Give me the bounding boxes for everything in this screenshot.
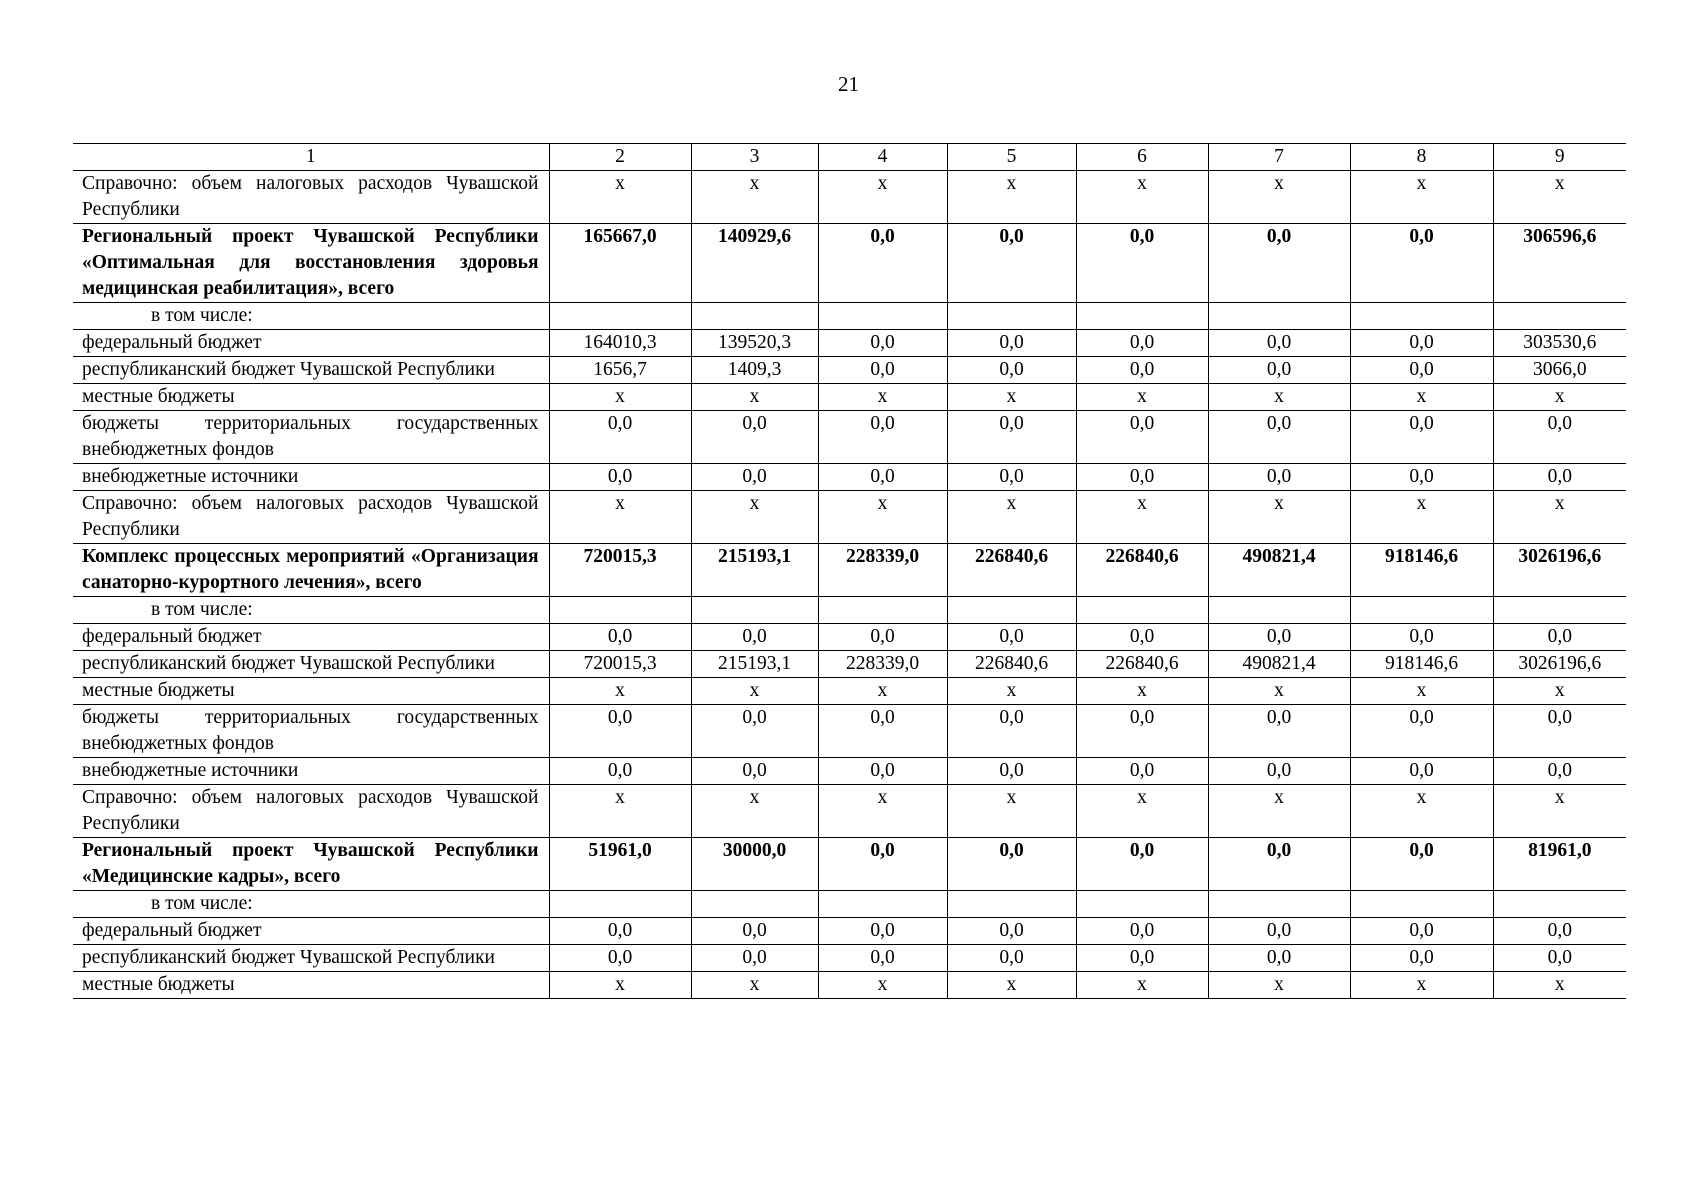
value-cell: х [1493, 384, 1626, 411]
table-row [73, 357, 1626, 384]
table-row [73, 678, 1626, 705]
value-cell: 0,0 [1076, 330, 1208, 357]
value-cell: 0,0 [1076, 945, 1208, 972]
value-cell: 0,0 [1208, 624, 1350, 651]
value-cell: 0,0 [818, 224, 947, 303]
table-row [73, 224, 1626, 303]
row-label: федеральный бюджет [73, 918, 549, 945]
value-cell: х [691, 171, 818, 224]
value-cell [1076, 303, 1208, 330]
value-cell: 1656,7 [549, 357, 691, 384]
row-label: местные бюджеты [73, 972, 549, 999]
row-label: Региональный проект Чувашской Республики «Оптимальная для восстановления здоровья медицинская реабилитация», всего [73, 224, 549, 303]
value-cell: х [1208, 678, 1350, 705]
value-cell: 0,0 [1493, 945, 1626, 972]
header-cell: 9 [1493, 144, 1626, 171]
row-label: бюджеты территориальных государственных внебюджетных фондов [73, 705, 549, 758]
value-cell: х [818, 972, 947, 999]
value-cell: 720015,3 [549, 544, 691, 597]
value-cell: 0,0 [1350, 411, 1493, 464]
value-cell: 0,0 [691, 705, 818, 758]
value-cell: 0,0 [691, 624, 818, 651]
value-cell: 0,0 [1076, 464, 1208, 491]
row-label: Региональный проект Чувашской Республики «Медицинские кадры», всего [73, 838, 549, 891]
row-label: бюджеты территориальных государственных внебюджетных фондов [73, 411, 549, 464]
value-cell [549, 597, 691, 624]
value-cell: х [1350, 491, 1493, 544]
value-cell [1493, 303, 1626, 330]
value-cell: 0,0 [818, 411, 947, 464]
row-label: внебюджетные источники [73, 758, 549, 785]
value-cell: 0,0 [1208, 758, 1350, 785]
value-cell: 0,0 [549, 411, 691, 464]
column-number-row [73, 144, 1626, 171]
value-cell: х [818, 678, 947, 705]
value-cell: х [691, 972, 818, 999]
table-row [73, 171, 1626, 224]
value-cell: 228339,0 [818, 651, 947, 678]
value-cell: 918146,6 [1350, 651, 1493, 678]
value-cell [1350, 303, 1493, 330]
value-cell: х [1493, 171, 1626, 224]
value-cell [947, 597, 1076, 624]
value-cell: 0,0 [1493, 464, 1626, 491]
value-cell: х [818, 384, 947, 411]
row-label: в том числе: [73, 303, 549, 330]
value-cell: х [691, 384, 818, 411]
table-row [73, 597, 1626, 624]
value-cell: 0,0 [947, 330, 1076, 357]
value-cell: 0,0 [691, 411, 818, 464]
value-cell: 0,0 [549, 705, 691, 758]
value-cell: 0,0 [691, 918, 818, 945]
value-cell: х [549, 491, 691, 544]
row-label: федеральный бюджет [73, 624, 549, 651]
value-cell: 0,0 [818, 357, 947, 384]
value-cell [691, 891, 818, 918]
header-cell: 2 [549, 144, 691, 171]
value-cell: 0,0 [818, 330, 947, 357]
value-cell: 164010,3 [549, 330, 691, 357]
value-cell: 0,0 [691, 758, 818, 785]
value-cell: х [1350, 678, 1493, 705]
value-cell: 0,0 [818, 918, 947, 945]
value-cell: х [947, 171, 1076, 224]
value-cell [947, 891, 1076, 918]
value-cell: х [1076, 785, 1208, 838]
value-cell [1350, 891, 1493, 918]
value-cell: 215193,1 [691, 544, 818, 597]
value-cell: 140929,6 [691, 224, 818, 303]
row-label: федеральный бюджет [73, 330, 549, 357]
row-label: республиканский бюджет Чувашской Республики [73, 945, 549, 972]
table-row [73, 785, 1626, 838]
value-cell: 0,0 [549, 945, 691, 972]
value-cell [1208, 597, 1350, 624]
value-cell [1208, 303, 1350, 330]
value-cell: 226840,6 [1076, 651, 1208, 678]
value-cell: 0,0 [1350, 705, 1493, 758]
value-cell: 0,0 [1493, 411, 1626, 464]
table-row [73, 945, 1626, 972]
header-cell: 6 [1076, 144, 1208, 171]
value-cell: х [818, 785, 947, 838]
value-cell: х [818, 491, 947, 544]
value-cell: 0,0 [1076, 758, 1208, 785]
table-row [73, 651, 1626, 678]
value-cell [947, 303, 1076, 330]
value-cell: 3066,0 [1493, 357, 1626, 384]
value-cell: 0,0 [1076, 224, 1208, 303]
value-cell [818, 891, 947, 918]
value-cell: х [1076, 491, 1208, 544]
value-cell [818, 303, 947, 330]
value-cell: 81961,0 [1493, 838, 1626, 891]
value-cell: 0,0 [1350, 330, 1493, 357]
value-cell: 0,0 [1208, 411, 1350, 464]
value-cell: х [1350, 972, 1493, 999]
row-label: местные бюджеты [73, 384, 549, 411]
value-cell [1076, 597, 1208, 624]
table-row [73, 624, 1626, 651]
value-cell [1076, 891, 1208, 918]
table-row [73, 491, 1626, 544]
row-label: Комплекс процессных мероприятий «Организация санаторно-курортного лечения», всего [73, 544, 549, 597]
value-cell: 226840,6 [947, 651, 1076, 678]
row-label: внебюджетные источники [73, 464, 549, 491]
value-cell: 0,0 [1076, 705, 1208, 758]
value-cell: 918146,6 [1350, 544, 1493, 597]
table-body [73, 144, 1626, 999]
value-cell: х [549, 384, 691, 411]
value-cell: 0,0 [1208, 945, 1350, 972]
table-row [73, 464, 1626, 491]
table-row [73, 384, 1626, 411]
value-cell: 0,0 [1076, 838, 1208, 891]
value-cell: 215193,1 [691, 651, 818, 678]
value-cell: 0,0 [1350, 224, 1493, 303]
value-cell: 226840,6 [1076, 544, 1208, 597]
value-cell: 306596,6 [1493, 224, 1626, 303]
value-cell: 0,0 [1350, 918, 1493, 945]
value-cell: 0,0 [1350, 464, 1493, 491]
value-cell: 0,0 [1350, 357, 1493, 384]
budget-table [73, 143, 1626, 999]
header-cell: 7 [1208, 144, 1350, 171]
header-cell: 1 [73, 144, 549, 171]
value-cell: 0,0 [1076, 357, 1208, 384]
row-label: в том числе: [73, 891, 549, 918]
value-cell: 0,0 [1208, 705, 1350, 758]
value-cell [691, 597, 818, 624]
value-cell: 0,0 [1208, 918, 1350, 945]
value-cell: 0,0 [1493, 758, 1626, 785]
value-cell: 0,0 [549, 464, 691, 491]
value-cell: х [947, 972, 1076, 999]
value-cell: х [1076, 678, 1208, 705]
value-cell: 0,0 [1208, 838, 1350, 891]
value-cell: 0,0 [818, 705, 947, 758]
value-cell: 226840,6 [947, 544, 1076, 597]
page-number: 21 [838, 72, 859, 96]
value-cell: 0,0 [1208, 357, 1350, 384]
value-cell: х [1208, 491, 1350, 544]
value-cell: 51961,0 [549, 838, 691, 891]
header-cell: 5 [947, 144, 1076, 171]
row-label: Справочно: объем налоговых расходов Чувашской Республики [73, 171, 549, 224]
value-cell: 139520,3 [691, 330, 818, 357]
value-cell: 0,0 [947, 758, 1076, 785]
table-row [73, 918, 1626, 945]
value-cell: х [1493, 972, 1626, 999]
table-row [73, 972, 1626, 999]
value-cell [691, 303, 818, 330]
table-row [73, 758, 1626, 785]
value-cell: х [1076, 972, 1208, 999]
value-cell: 0,0 [818, 758, 947, 785]
table-row [73, 411, 1626, 464]
value-cell: 720015,3 [549, 651, 691, 678]
value-cell: 0,0 [1076, 411, 1208, 464]
value-cell: 303530,6 [1493, 330, 1626, 357]
value-cell: 3026196,6 [1493, 651, 1626, 678]
header-cell: 8 [1350, 144, 1493, 171]
value-cell [1493, 597, 1626, 624]
value-cell [1493, 891, 1626, 918]
value-cell: 0,0 [818, 838, 947, 891]
row-label: местные бюджеты [73, 678, 549, 705]
value-cell: 0,0 [691, 945, 818, 972]
table-row [73, 330, 1626, 357]
row-label: республиканский бюджет Чувашской Республики [73, 357, 549, 384]
value-cell: 0,0 [1208, 224, 1350, 303]
value-cell: 0,0 [549, 758, 691, 785]
value-cell: х [549, 678, 691, 705]
value-cell: 0,0 [1208, 330, 1350, 357]
value-cell: х [1208, 384, 1350, 411]
value-cell [549, 303, 691, 330]
value-cell: 0,0 [549, 918, 691, 945]
value-cell: 0,0 [1493, 918, 1626, 945]
value-cell: 490821,4 [1208, 544, 1350, 597]
value-cell: 0,0 [947, 411, 1076, 464]
value-cell: х [947, 785, 1076, 838]
value-cell: 0,0 [947, 705, 1076, 758]
value-cell: 0,0 [1350, 838, 1493, 891]
value-cell: 0,0 [947, 224, 1076, 303]
value-cell: х [549, 171, 691, 224]
value-cell: 0,0 [947, 624, 1076, 651]
value-cell: 1409,3 [691, 357, 818, 384]
row-label: республиканский бюджет Чувашской Республики [73, 651, 549, 678]
value-cell: 0,0 [1076, 624, 1208, 651]
value-cell: х [1208, 972, 1350, 999]
value-cell: х [1208, 171, 1350, 224]
value-cell: 0,0 [947, 918, 1076, 945]
value-cell: 490821,4 [1208, 651, 1350, 678]
value-cell: х [947, 678, 1076, 705]
value-cell: х [1350, 384, 1493, 411]
value-cell [1350, 597, 1493, 624]
value-cell: 0,0 [1208, 464, 1350, 491]
value-cell: 165667,0 [549, 224, 691, 303]
value-cell: 0,0 [1350, 758, 1493, 785]
value-cell: 0,0 [1493, 705, 1626, 758]
value-cell: 0,0 [549, 624, 691, 651]
value-cell: 0,0 [818, 464, 947, 491]
value-cell [549, 891, 691, 918]
value-cell: х [691, 491, 818, 544]
value-cell: х [549, 972, 691, 999]
value-cell: 0,0 [1076, 918, 1208, 945]
value-cell [1208, 891, 1350, 918]
value-cell: х [1493, 491, 1626, 544]
header-cell: 4 [818, 144, 947, 171]
value-cell: х [1493, 678, 1626, 705]
value-cell: х [818, 171, 947, 224]
value-cell: 0,0 [947, 357, 1076, 384]
value-cell: 0,0 [818, 624, 947, 651]
value-cell: х [1076, 384, 1208, 411]
value-cell: х [1208, 785, 1350, 838]
table-row [73, 891, 1626, 918]
row-label: в том числе: [73, 597, 549, 624]
table-row [73, 303, 1626, 330]
row-label: Справочно: объем налоговых расходов Чувашской Республики [73, 491, 549, 544]
value-cell: 0,0 [947, 945, 1076, 972]
value-cell: 0,0 [818, 945, 947, 972]
row-label: Справочно: объем налоговых расходов Чувашской Республики [73, 785, 549, 838]
value-cell: 3026196,6 [1493, 544, 1626, 597]
value-cell: 0,0 [1350, 945, 1493, 972]
value-cell: 0,0 [1493, 624, 1626, 651]
table-row [73, 544, 1626, 597]
value-cell: х [549, 785, 691, 838]
table-row [73, 838, 1626, 891]
value-cell: х [691, 785, 818, 838]
value-cell: 0,0 [1350, 624, 1493, 651]
value-cell: х [1076, 171, 1208, 224]
value-cell: х [947, 491, 1076, 544]
value-cell: 30000,0 [691, 838, 818, 891]
value-cell [818, 597, 947, 624]
value-cell: 0,0 [947, 464, 1076, 491]
value-cell: 0,0 [691, 464, 818, 491]
value-cell: 0,0 [947, 838, 1076, 891]
value-cell: 228339,0 [818, 544, 947, 597]
value-cell: х [691, 678, 818, 705]
header-cell: 3 [691, 144, 818, 171]
value-cell: х [1493, 785, 1626, 838]
value-cell: х [947, 384, 1076, 411]
table-row [73, 705, 1626, 758]
value-cell: х [1350, 171, 1493, 224]
value-cell: х [1350, 785, 1493, 838]
